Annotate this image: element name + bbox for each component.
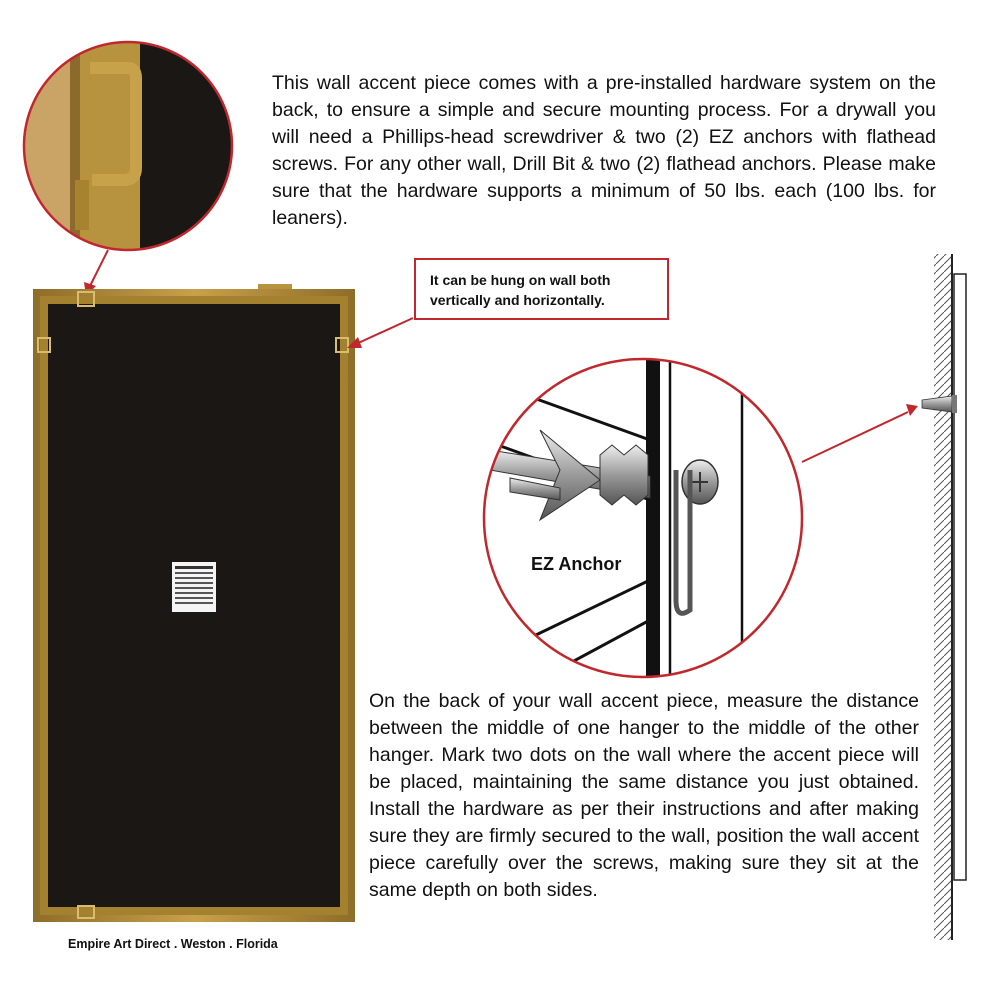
arrow-to-wall-screw: [802, 412, 908, 462]
orientation-callout: [414, 258, 669, 320]
wall-side-view: [922, 254, 966, 940]
arrow-to-frame: [356, 318, 413, 344]
company-footer: Empire Art Direct . Weston . Florida: [68, 937, 278, 951]
wall-screw-icon: [922, 395, 957, 413]
steps-paragraph: On the back of your wall accent piece, measure the distance between the middle of one hanger to the middle of the other hanger. Mark two dots on the wall where the accent piece will be placed, maintaining the same distance you just obtained. Install the hardware as per their instructions and after making sure they are firmly secured to the wall, position the wall accent piece carefully over the screws, making sure they sit at the same depth on both sides.: [369, 690, 919, 901]
frame-back: [33, 284, 355, 922]
product-label: [172, 562, 216, 612]
callout-text: It can be hung on wall both vertically and horizontally.: [430, 272, 611, 308]
arrow-to-hanger: [90, 250, 108, 286]
anchor-closeup: [484, 359, 802, 690]
intro-paragraph: This wall accent piece comes with a pre-installed hardware system on the back, to ensure a simple and secure mounting process. For a drywall you will need a Phillips-head screwdriver & two (2) EZ anchors with flathead screws. For any other wall, Drill Bit & two (2) flathead anchors. Please make sure that the hardware supports a minimum of 50 lbs. each (100 lbs. for leaners).: [272, 72, 936, 229]
ez-anchor-label: EZ Anchor: [531, 554, 622, 574]
